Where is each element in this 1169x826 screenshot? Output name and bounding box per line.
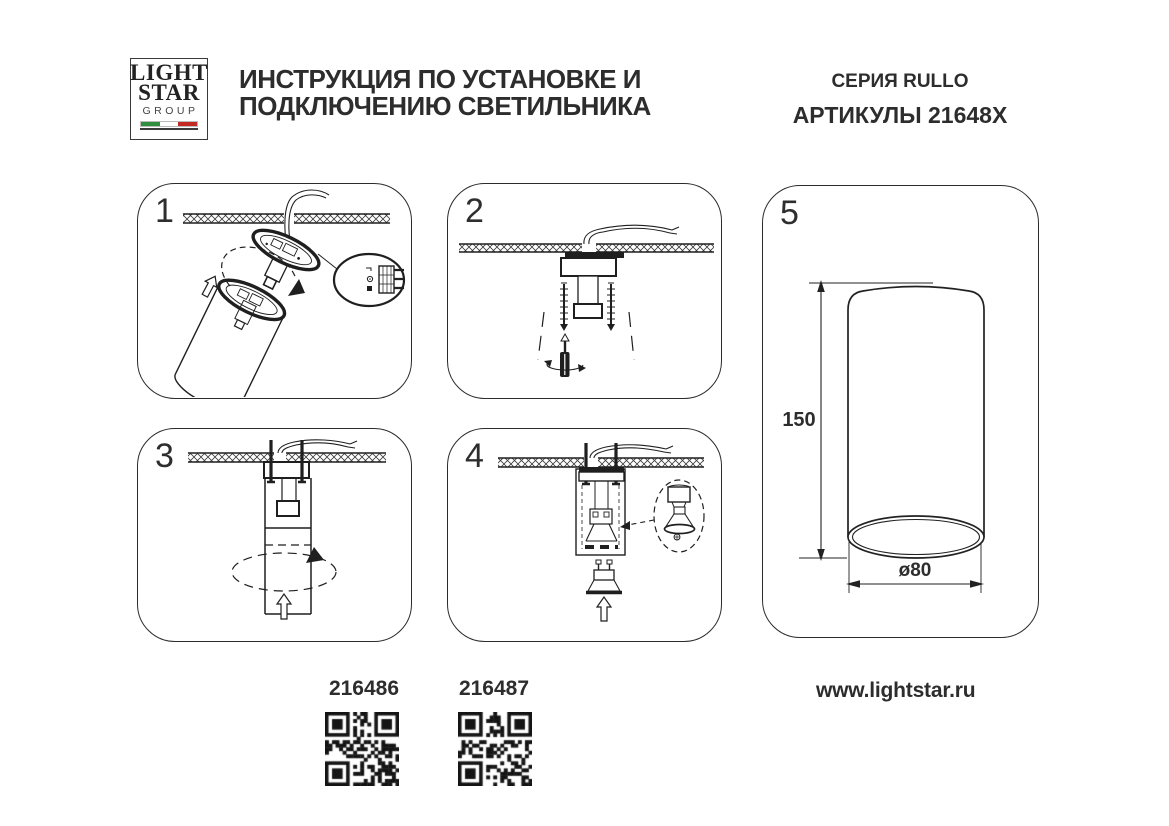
cylinder-outline [848,287,984,559]
step-2-panel [447,183,722,399]
height-value: 150 [782,409,816,431]
step-3-panel [137,428,412,642]
logo-word-group: GROUP [142,105,199,117]
push-up-arrow [277,594,291,619]
alignment-guides [538,312,634,360]
cylinder-body [170,272,290,397]
rotation-arrow [232,547,336,591]
step-3-number: 3 [155,437,174,475]
step-5-number: 5 [780,194,799,232]
ceiling [188,453,386,462]
ceiling [498,458,704,467]
gu10-lamp [586,560,622,593]
screw-right [607,283,615,331]
wire [590,445,673,458]
step-1-panel [137,183,412,399]
wire [278,440,357,453]
step-5-panel [762,185,1039,638]
screwdriver [544,334,586,377]
series-label: СЕРИЯ RULLO [831,71,969,92]
ceiling [459,244,714,252]
qr-code-216486 [325,712,399,786]
lamp-callout [620,480,704,552]
logo-underline [140,128,198,130]
flag-green [141,122,160,126]
flag-red [178,122,197,126]
mounting-plate [236,223,324,303]
mounting-plate [561,252,624,318]
push-up-arrow [597,597,611,621]
ceiling [183,214,390,223]
step-3-drawing [138,429,410,640]
article-code-216487: 216487 [458,677,530,700]
step-4-drawing [448,429,720,640]
title-line-1: ИНСТРУКЦИЯ ПО УСТАНОВКЕ И [239,64,641,94]
page-title [239,66,651,120]
terminal-callout [318,254,404,306]
step-4-panel [447,428,722,642]
step-4-number: 4 [465,437,484,475]
step-5-drawing [763,186,1037,636]
title-line-2: ПОДКЛЮЧЕНИЮ СВЕТИЛЬНИКА [239,91,651,121]
lightstar-logo [130,58,208,140]
step-1-number: 1 [155,192,174,230]
article-code-216486: 216486 [328,677,400,700]
step-1-drawing [138,184,410,397]
diameter-value: ø80 [898,560,932,581]
step-2-drawing [448,184,720,397]
series-block [775,71,1025,129]
logo-word-light: LIGHT [130,60,208,85]
flag-white [160,122,179,126]
cylinder-body [265,478,311,614]
articles-label: АРТИКУЛЫ 21648X [792,102,1008,128]
step-2-number: 2 [465,192,484,230]
website-url: www.lightstar.ru [816,679,976,702]
qr-code-216487 [458,712,532,786]
italian-flag-stripe [140,121,198,127]
logo-word-star: STAR [138,80,200,105]
screw-left [560,283,568,331]
wire [584,225,679,244]
